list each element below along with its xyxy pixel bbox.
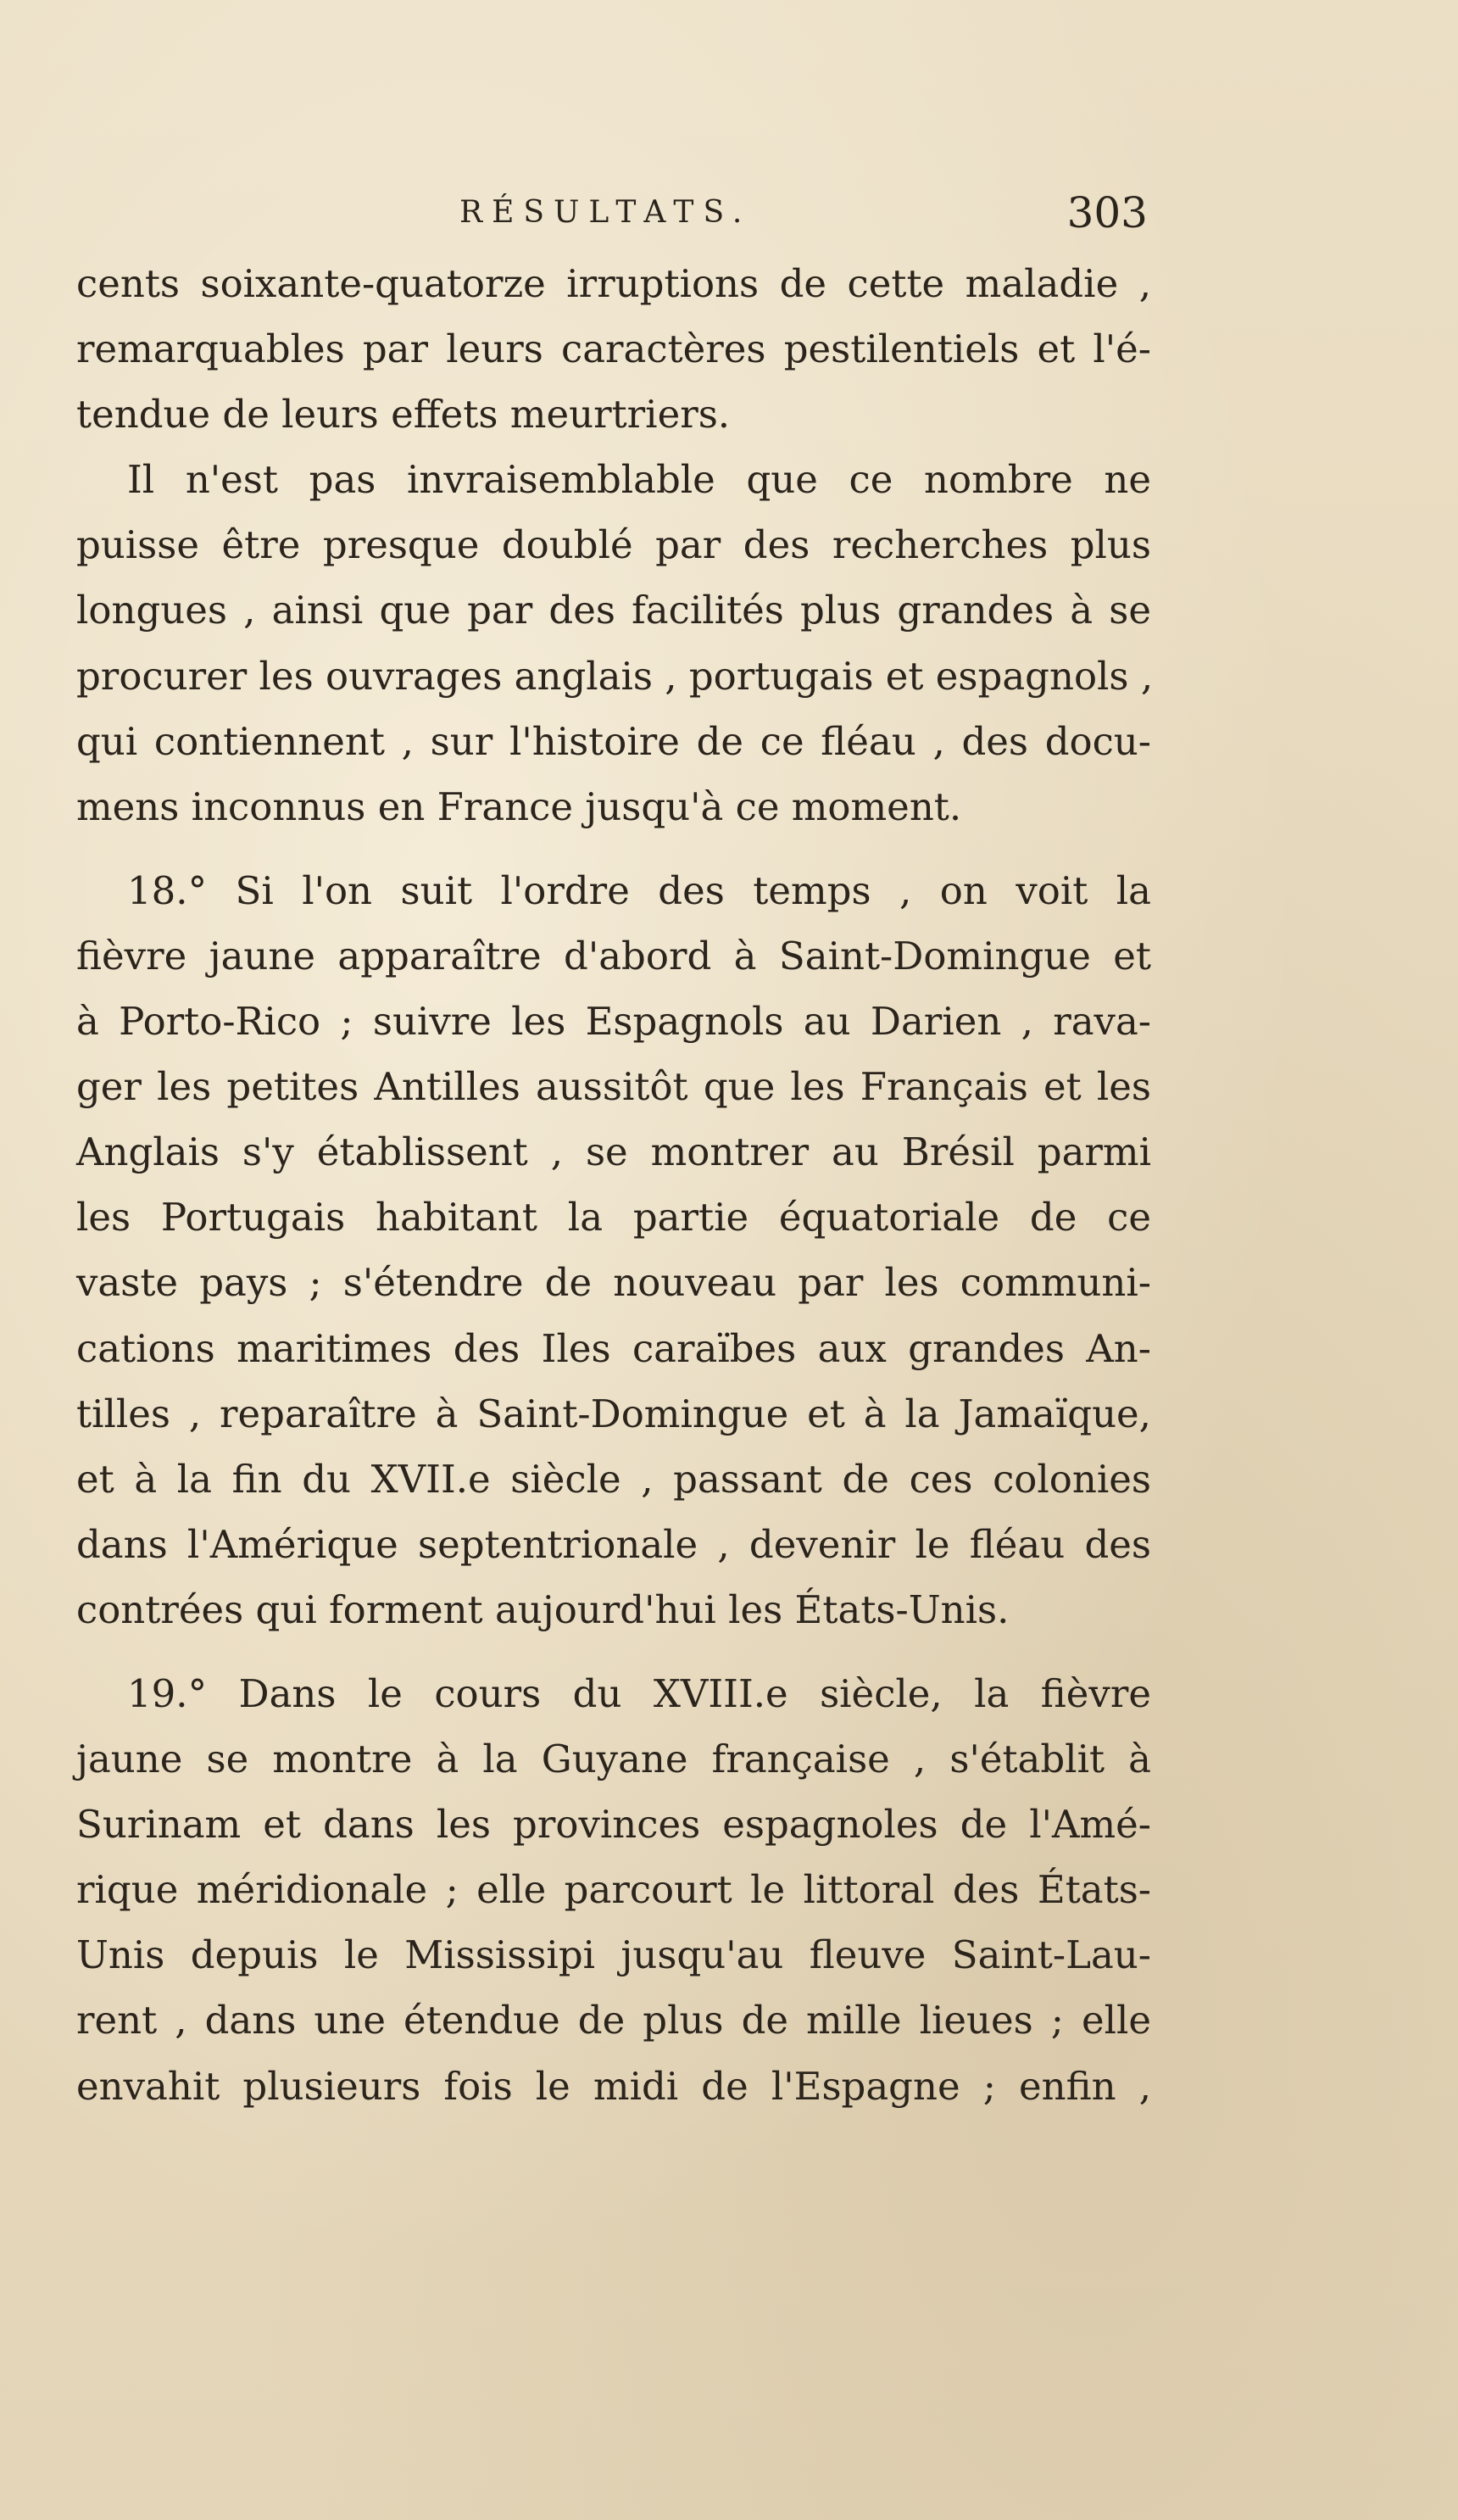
text-line: et à la fin du XVII.e siècle , passant de ces colonies (76, 1456, 1151, 1502)
text-line: Il n'est pas invraisemblable que ce nombre ne (127, 457, 1151, 503)
running-head (78, 188, 1148, 248)
text-line: cents soixante-quatorze irruptions de cette maladie , (76, 261, 1151, 306)
running-title: RÉSULTATS. (459, 195, 752, 230)
text-line: mens inconnus en France jusqu'à ce moment. (76, 783, 962, 829)
text-line: envahit plusieurs fois le midi de l'Espagne ; enfin , (76, 2063, 1151, 2109)
text-line: longues , ainsi que par des facilités plus grandes à se (76, 588, 1151, 633)
text-line: dans l'Amérique septentrionale , devenir le fléau des (76, 1521, 1151, 1567)
text-line: cations maritimes des Iles caraïbes aux grandes An- (76, 1325, 1151, 1371)
text-line: Anglais s'y établissent , se montrer au Brésil parmi (76, 1129, 1151, 1175)
text-line: à Porto-Rico ; suivre les Espagnols au Darien , rava- (76, 999, 1151, 1045)
text-line: 18.° Si l'on suit l'ordre des temps , on voit la (127, 867, 1151, 913)
paragraph (76, 447, 1154, 839)
paragraph-continuation (76, 251, 1151, 447)
text-line: tendue de leurs effets meurtriers. (76, 392, 731, 438)
paragraph-gap (76, 839, 1151, 858)
text-line: les Portugais habitant la partie équatoriale de ce (76, 1195, 1151, 1240)
text-line: rique méridionale ; elle parcourt le littoral des États- (76, 1867, 1151, 1913)
page-number: 303 (1066, 188, 1148, 237)
body-text (76, 251, 1154, 2119)
text-line: qui contiennent , sur l'histoire de ce fléau , des docu- (76, 718, 1151, 764)
text-line: 19.° Dans le cours du XVIII.e siècle, la fièvre (127, 1670, 1151, 1716)
text-line: remarquables par leurs caractères pestilentiels et l'é- (76, 326, 1151, 372)
text-line: procurer les ouvrages anglais , portugais et espagnols , (76, 653, 1154, 699)
text-line: tilles , reparaître à Saint-Domingue et à la Jamaïque, (76, 1391, 1151, 1436)
text-line: puisse être presque doublé par des recherches plus (76, 522, 1151, 568)
text-line: vaste pays ; s'étendre de nouveau par les communi- (76, 1260, 1151, 1306)
paragraph-item-18 (76, 858, 1151, 1642)
text-line: contrées qui forment aujourd'hui les États-Unis. (76, 1586, 1010, 1632)
text-line: ger les petites Antilles aussitôt que les Français et les (76, 1064, 1151, 1110)
text-line: Unis depuis le Mississipi jusqu'au fleuve Saint-Lau- (76, 1932, 1151, 1978)
text-line: jaune se montre à la Guyane française , s'établit à (76, 1737, 1151, 1782)
text-line: rent , dans une étendue de plus de mille lieues ; elle (76, 1998, 1151, 2043)
paragraph-item-19 (76, 1661, 1151, 2119)
text-line: Surinam et dans les provinces espagnoles de l'Amé- (76, 1802, 1151, 1848)
paragraph-gap (76, 1642, 1151, 1661)
text-line: fièvre jaune apparaître d'abord à Saint-Domingue et (76, 933, 1151, 978)
